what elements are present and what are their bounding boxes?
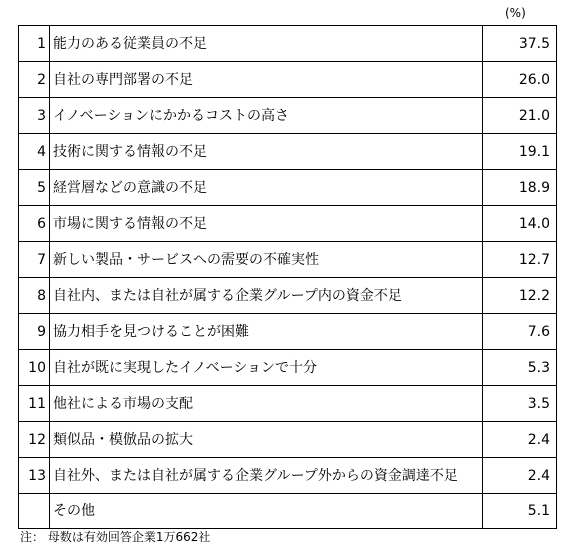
table-row <box>19 278 557 314</box>
table-row <box>19 422 557 458</box>
row-label: 協力相手を見つけることが困難 <box>50 314 483 350</box>
row-value: 14.0 <box>483 206 557 242</box>
table-row <box>19 62 557 98</box>
row-value: 3.5 <box>483 386 557 422</box>
row-label: 能力のある従業員の不足 <box>50 26 483 62</box>
table-row <box>19 170 557 206</box>
row-number: 9 <box>19 314 50 350</box>
table-row <box>19 350 557 386</box>
table-row <box>19 386 557 422</box>
table-row <box>19 26 557 62</box>
table-row <box>19 314 557 350</box>
row-label: 経営層などの意識の不足 <box>50 170 483 206</box>
row-number: 13 <box>19 458 50 494</box>
row-number: 6 <box>19 206 50 242</box>
row-label: 自社内、または自社が属する企業グループ内の資金不足 <box>50 278 483 314</box>
footnote: 注： 母数は有効回答企業1万662社 <box>20 530 211 544</box>
row-number: 4 <box>19 134 50 170</box>
unit-label: (%) <box>505 6 526 20</box>
row-label: 市場に関する情報の不足 <box>50 206 483 242</box>
row-number <box>19 494 50 529</box>
row-label: 自社が既に実現したイノベーションで十分 <box>50 350 483 386</box>
table-row <box>19 134 557 170</box>
row-value: 26.0 <box>483 62 557 98</box>
row-number: 11 <box>19 386 50 422</box>
row-value: 5.1 <box>483 494 557 529</box>
row-number: 12 <box>19 422 50 458</box>
row-number: 5 <box>19 170 50 206</box>
row-number: 2 <box>19 62 50 98</box>
row-value: 12.7 <box>483 242 557 278</box>
row-value: 2.4 <box>483 458 557 494</box>
row-label: 自社の専門部署の不足 <box>50 62 483 98</box>
table-row <box>19 206 557 242</box>
row-value: 7.6 <box>483 314 557 350</box>
row-value: 19.1 <box>483 134 557 170</box>
row-number: 10 <box>19 350 50 386</box>
row-value: 21.0 <box>483 98 557 134</box>
row-number: 3 <box>19 98 50 134</box>
row-value: 37.5 <box>483 26 557 62</box>
obstacles-table <box>18 25 557 529</box>
row-label: 技術に関する情報の不足 <box>50 134 483 170</box>
row-value: 12.2 <box>483 278 557 314</box>
row-label: 類似品・模倣品の拡大 <box>50 422 483 458</box>
row-value: 5.3 <box>483 350 557 386</box>
table-row <box>19 98 557 134</box>
row-value: 18.9 <box>483 170 557 206</box>
row-number: 8 <box>19 278 50 314</box>
table-row <box>19 494 557 529</box>
row-number: 1 <box>19 26 50 62</box>
row-label: 他社による市場の支配 <box>50 386 483 422</box>
row-label: 新しい製品・サービスへの需要の不確実性 <box>50 242 483 278</box>
row-label: イノベーションにかかるコストの高さ <box>50 98 483 134</box>
row-label: その他 <box>50 494 483 529</box>
row-number: 7 <box>19 242 50 278</box>
row-label: 自社外、または自社が属する企業グループ外からの資金調達不足 <box>50 458 483 494</box>
table-row <box>19 242 557 278</box>
row-value: 2.4 <box>483 422 557 458</box>
table-body <box>19 26 557 529</box>
table-row <box>19 458 557 494</box>
